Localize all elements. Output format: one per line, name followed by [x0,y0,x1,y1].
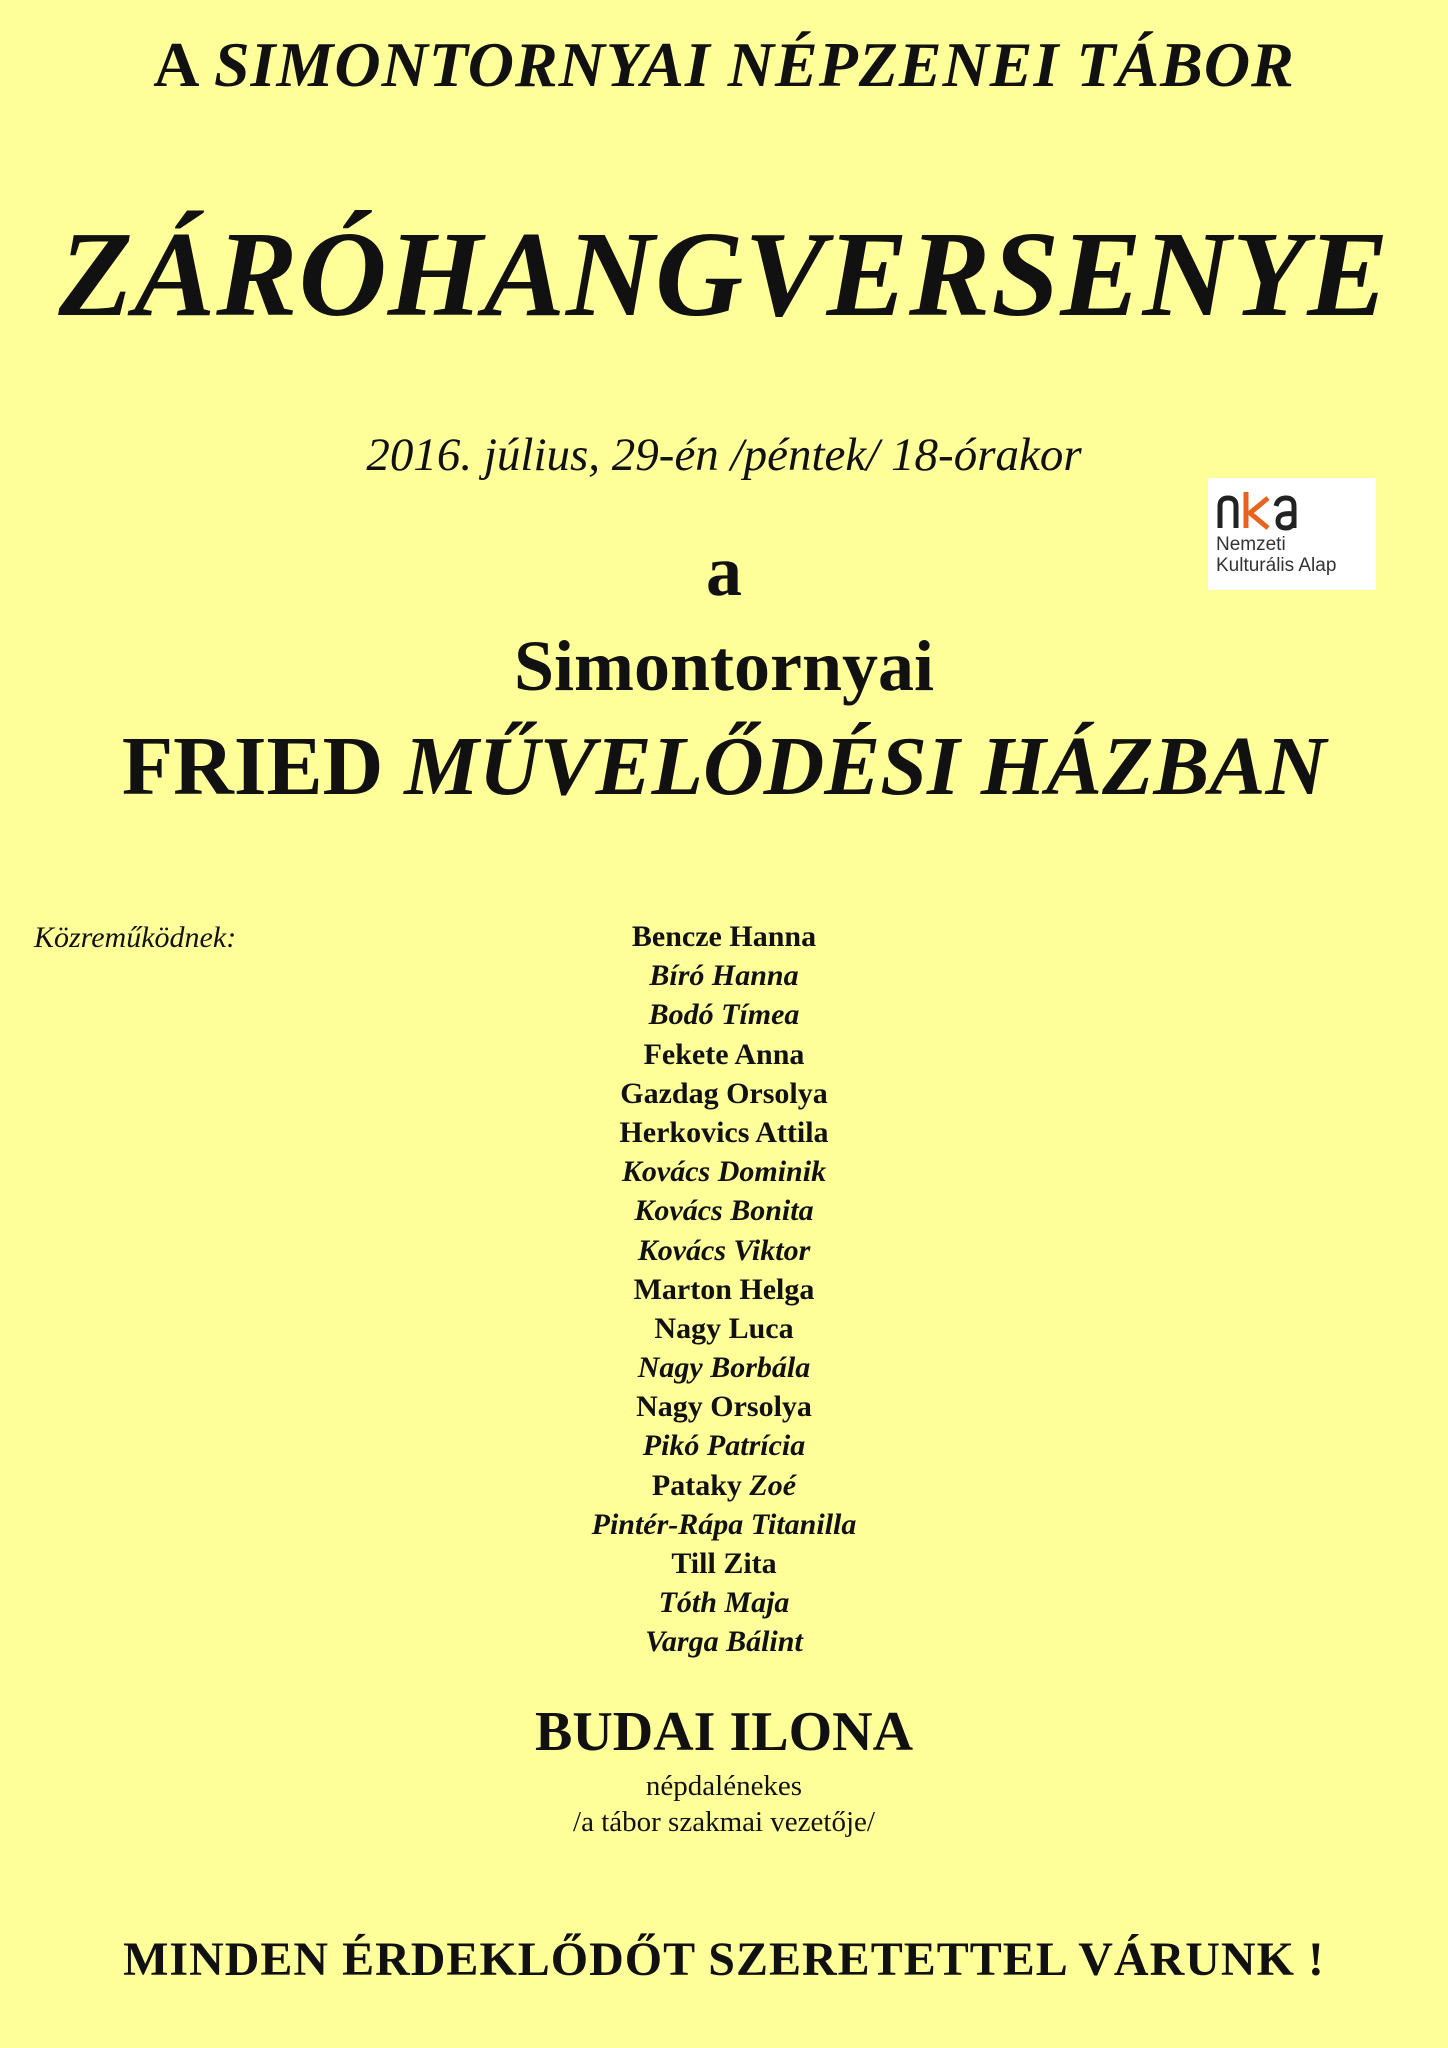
leader-note: /a tábor szakmai vezetője/ [573,1806,875,1838]
performer-name-text: Till Zita [671,1547,777,1580]
performer-name-text: Marton Helga [633,1272,815,1306]
leader-name: BUDAI ILONA [534,1701,914,1763]
closing-invitation: MINDEN ÉRDEKLŐDŐT SZERETETTEL VÁRUNK ! [123,1933,1325,1986]
event-date: 2016. július, 29-én /péntek/ 18-órakor [366,429,1082,481]
performer-name-text: Tóth Maja [658,1586,790,1620]
performer-name [0,1505,1448,1544]
performer-name-text: Kovács Dominik [621,1155,827,1189]
performer-list [0,917,1448,1662]
performer-name-text: Pintér-Rápa Titanilla [591,1507,857,1541]
performer-name [0,1074,1448,1113]
performer-name-text: Bencze Hanna [631,920,817,953]
performer-name-text: Pataky [651,1468,750,1502]
performer-name-text: Nagy Luca [654,1311,794,1345]
performer-name [0,917,1448,956]
performer-name-text: Varga Bálint [645,1625,803,1659]
venue-name-plain: FRIED [121,720,405,813]
performer-name [0,1466,1448,1505]
logo-line-2: Kulturális Alap [1216,555,1337,576]
performer-name [0,956,1448,995]
leader-role: népdalénekes [645,1770,803,1802]
venue-town: Simontornyai [513,626,935,706]
performer-name-text: Kovács Bonita [634,1194,814,1228]
nka-logo-icon [1216,484,1316,534]
performer-name [0,1426,1448,1465]
performer-name [0,1270,1448,1309]
performer-name [0,1113,1448,1152]
performer-name [0,1152,1448,1191]
performer-name-tail: Zoé [749,1468,797,1502]
performer-name-text: Nagy Orsolya [636,1390,812,1424]
performer-name-text: Bodó Tímea [648,998,800,1032]
performer-name-text: Herkovics Attila [619,1115,829,1149]
header-camp-name: SIMONTORNYAI NÉPZENEI TÁBOR [213,29,1295,100]
performer-name [0,1544,1448,1583]
performers-label-text: Közreműködnek [34,921,227,954]
header-line [0,28,1448,102]
performer-name [0,1309,1448,1348]
performer-name-text: Fekete Anna [643,1037,805,1071]
performer-name [0,995,1448,1034]
performer-name [0,1622,1448,1661]
venue-article: a [706,531,742,611]
performer-name [0,1231,1448,1270]
performer-name [0,1035,1448,1074]
venue-name-italic: MŰVELŐDÉSI HÁZBAN [404,720,1327,813]
performer-name-text: Kovács Viktor [637,1233,811,1267]
venue-name [0,718,1448,815]
header-prefix: A [153,29,214,100]
performer-name [0,1583,1448,1622]
performers-label-colon: : [226,921,237,954]
performer-name [0,1348,1448,1387]
performer-name [0,1191,1448,1230]
performer-name-text: Pikó Patrícia [642,1429,806,1463]
logo-line-1: Nemzeti [1216,534,1286,555]
performer-name-text: Nagy Borbála [637,1351,811,1385]
performer-name [0,1387,1448,1426]
performer-name-text: Bíró Hanna [649,959,799,993]
main-title: ZÁRÓHANGVERSENYE [58,207,1390,342]
performer-name-text: Gazdag Orsolya [620,1076,828,1110]
